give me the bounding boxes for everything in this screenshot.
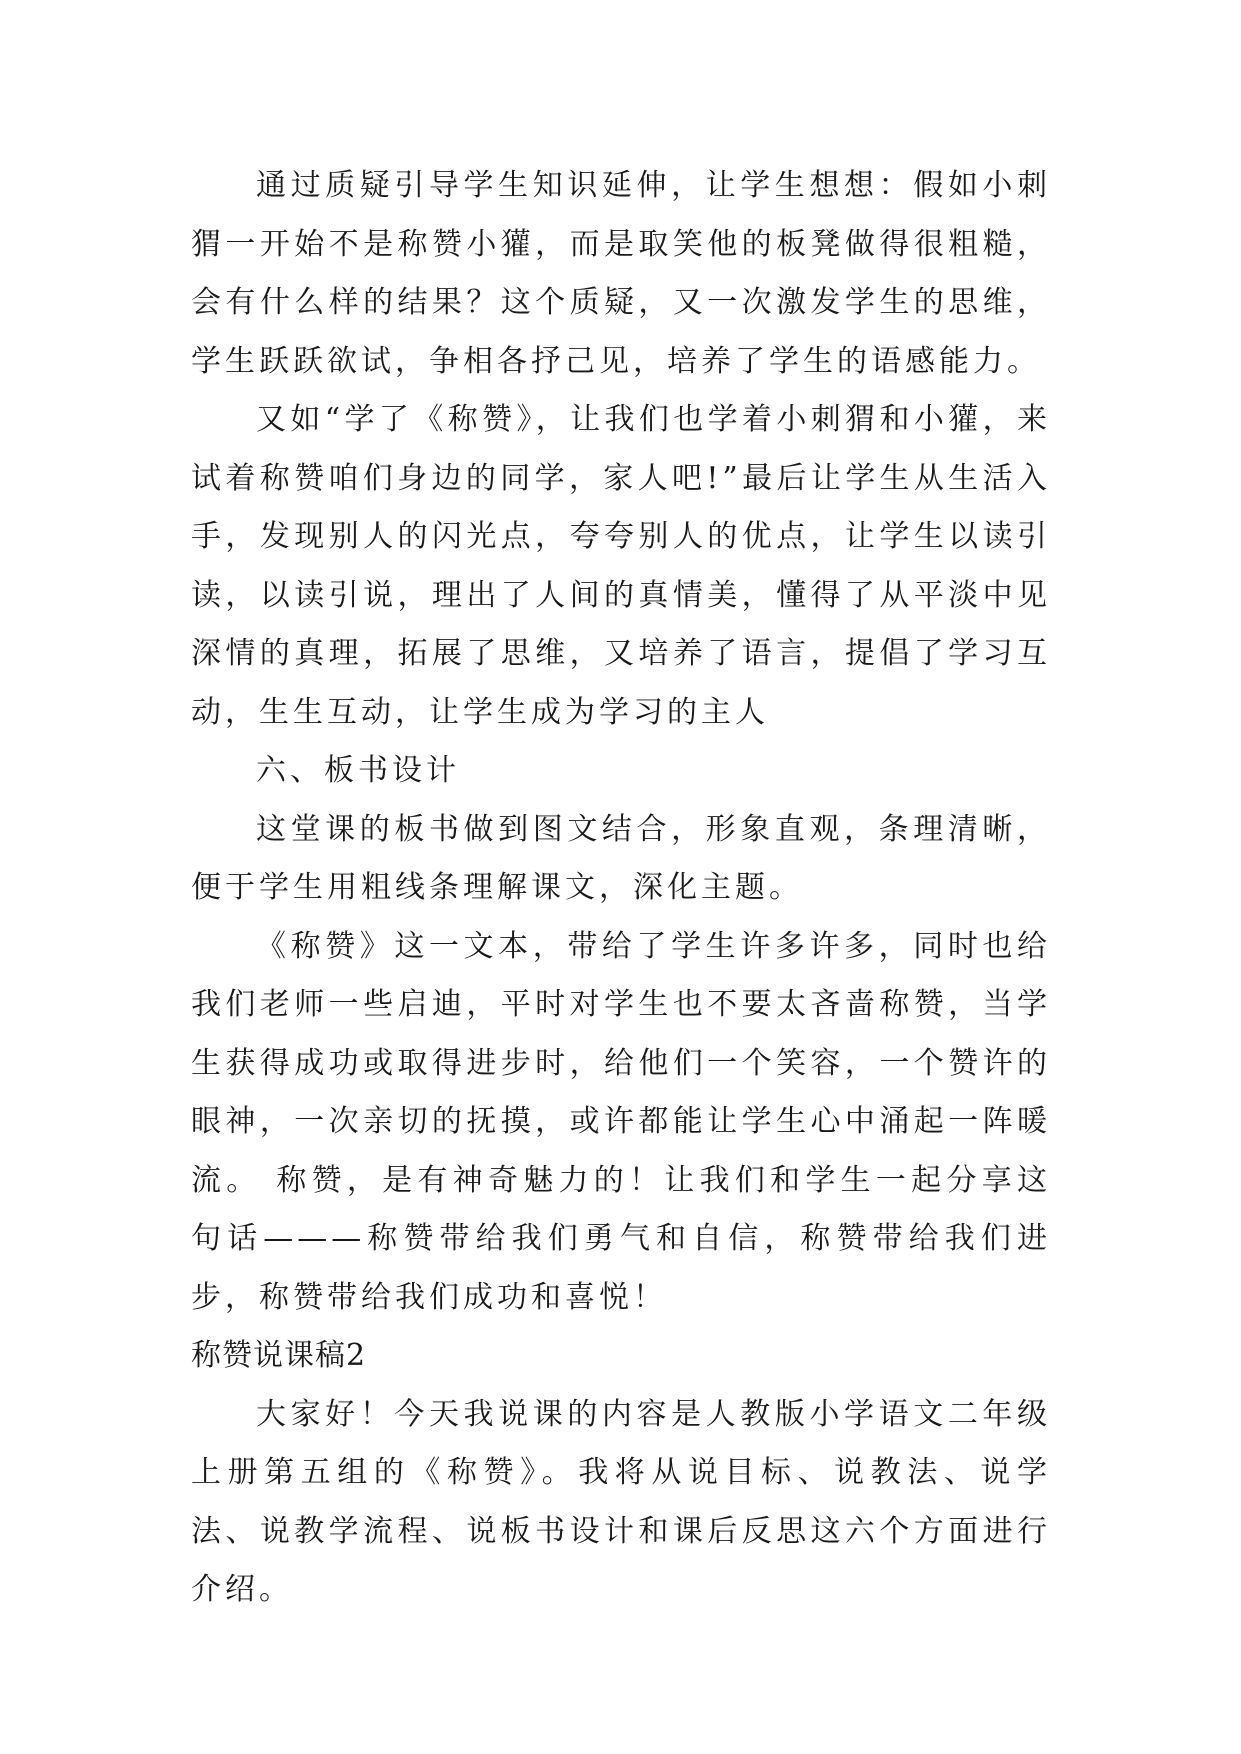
section-title: 称赞说课稿2 bbox=[191, 1338, 367, 1373]
paragraph-introduction: 大家好！今天我说课的内容是人教版小学语文二年级上册第五组的《称赞》。我将从说目标、说教法、说学法、说教学流程、说板书设计和课后反思这六个方面进行介绍。 bbox=[191, 1396, 1051, 1607]
heading-board-design: 六、板书设计 bbox=[256, 753, 460, 788]
paragraph-reflection: 《称赞》这一文本，带给了学生许多许多，同时也给我们老师一些启迪，平时对学生也不要太吝啬称赞，当学生获得成功或取得进步时，给他们一个笑容，一个赞许的眼神，一次亲切的抚摸，或许都能让学生心中涌起一阵暖流。 称赞，是有神奇魅力的！让我们和学生一起分享这句话———称赞带给我们勇气和自信，称赞带给我们进步，称赞带给我们成功和喜悦！ bbox=[191, 928, 1051, 1315]
document-body bbox=[191, 157, 1051, 1620]
paragraph-example: 又如“学了《称赞》，让我们也学着小刺猬和小獾，来试着称赞咱们身边的同学，家人吧!”最后让学生从生活入手，发现别人的闪光点，夸夸别人的优点，让学生以读引读，以读引说，理出了人间的真情美，懂得了从平淡中见深情的真理，拓展了思维，又培养了语言，提倡了学习互动，生生互动，让学生成为学习的主人 bbox=[191, 402, 1051, 730]
paragraph-questioning: 通过质疑引导学生知识延伸，让学生想想：假如小刺猬一开始不是称赞小獾，而是取笑他的板凳做得很粗糙，会有什么样的结果？这个质疑，又一次激发学生的思维，学生跃跃欲试，争相各抒己见，培养了学生的语感能力。 bbox=[191, 168, 1051, 379]
paragraph-board-design: 这堂课的板书做到图文结合，形象直观，条理清晰，便于学生用粗线条理解课文，深化主题。 bbox=[191, 811, 1051, 905]
